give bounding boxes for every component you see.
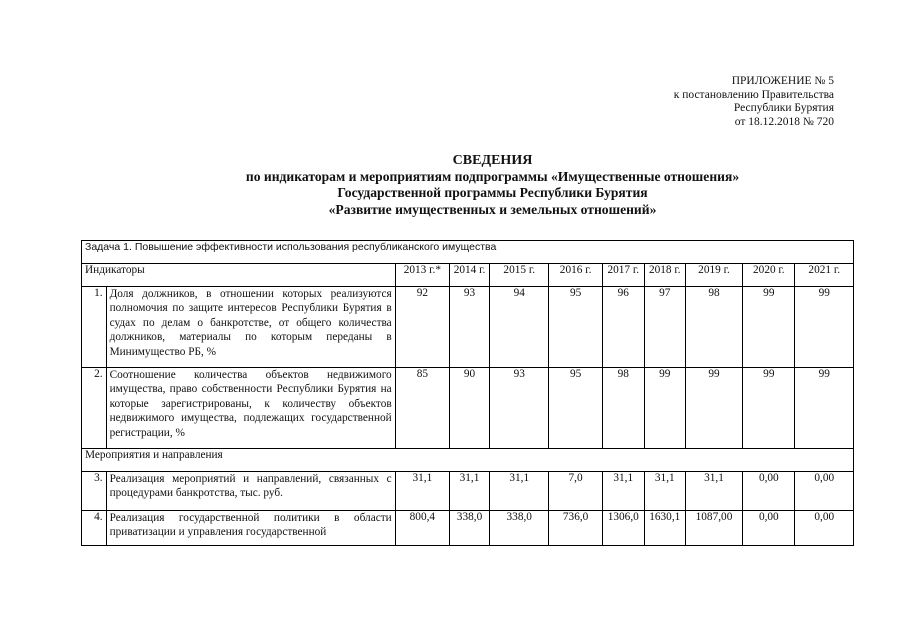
year-header: 2014 г. — [450, 264, 490, 287]
row-value: 31,1 — [685, 472, 742, 511]
row-value: 99 — [743, 287, 795, 368]
row-value: 99 — [743, 368, 795, 449]
table-row — [82, 287, 854, 368]
appendix-header — [674, 75, 834, 129]
title-line-2: по индикаторам и мероприятиям подпрограммы «Имущественные отношения» — [245, 169, 740, 185]
row-value: 93 — [490, 368, 549, 449]
table-row — [82, 511, 854, 546]
row-value: 338,0 — [450, 511, 490, 546]
appendix-number: ПРИЛОЖЕНИЕ № 5 — [731, 75, 834, 87]
year-header: 2017 г. — [602, 264, 644, 287]
row-value: 98 — [602, 368, 644, 449]
row-number: 4. — [82, 511, 107, 546]
year-header: 2013 г.* — [395, 264, 449, 287]
row-value: 97 — [644, 287, 685, 368]
table-row — [82, 472, 854, 511]
row-value: 736,0 — [549, 511, 602, 546]
title-line-3: Государственной программы Республики Бурятия — [337, 185, 648, 201]
header-row — [82, 264, 854, 287]
row-value: 98 — [685, 287, 742, 368]
row-value: 0,00 — [743, 472, 795, 511]
appendix-reference: к постановлению Правительства — [673, 88, 834, 101]
row-value: 31,1 — [395, 472, 449, 511]
indicators-header: Индикаторы — [82, 264, 396, 287]
row-description: Реализация государственной политики в области приватизации и управления государственной — [106, 511, 395, 546]
row-number: 1. — [82, 287, 107, 368]
row-value: 1306,0 — [602, 511, 644, 546]
row-description: Доля должников, в отношении которых реализуются полномочия по защите интересов Республики Бурятия в судах по делам о банкротстве, от общего количества должников, материалы по которым переданы в Минимущество РБ, % — [106, 287, 395, 368]
row-number: 3. — [82, 472, 107, 511]
indicators-table — [81, 240, 854, 546]
year-header: 2019 г. — [685, 264, 742, 287]
row-value: 94 — [490, 287, 549, 368]
title-main: СВЕДЕНИЯ — [452, 153, 533, 168]
row-value: 0,00 — [743, 511, 795, 546]
year-header: 2016 г. — [549, 264, 602, 287]
row-value: 800,4 — [395, 511, 449, 546]
row-description: Реализация мероприятий и направлений, связанных с процедурами банкротства, тыс. руб. — [106, 472, 395, 511]
row-description: Соотношение количества объектов недвижимого имущества, право собственности Республики Бурятия на которые зарегистрированы, к количеству объектов недвижимого имущества, подлежащих государственной регистрации, % — [106, 368, 395, 449]
row-value: 31,1 — [602, 472, 644, 511]
year-header: 2021 г. — [795, 264, 854, 287]
year-header: 2018 г. — [644, 264, 685, 287]
appendix-republic: Республики Бурятия — [733, 102, 834, 115]
row-value: 99 — [644, 368, 685, 449]
measures-label: Мероприятия и направления — [82, 449, 854, 472]
row-value: 99 — [795, 368, 854, 449]
task-row — [82, 241, 854, 264]
row-value: 0,00 — [795, 511, 854, 546]
row-value: 99 — [685, 368, 742, 449]
appendix-date: от 18.12.2018 № 720 — [734, 115, 834, 128]
row-value: 93 — [450, 287, 490, 368]
row-value: 31,1 — [644, 472, 685, 511]
row-value: 96 — [602, 287, 644, 368]
year-header: 2020 г. — [743, 264, 795, 287]
row-value: 7,0 — [549, 472, 602, 511]
row-value: 1087,00 — [685, 511, 742, 546]
title-line-4: «Развитие имущественных и земельных отношений» — [328, 201, 657, 217]
row-value: 90 — [450, 368, 490, 449]
section-row — [82, 449, 854, 472]
row-value: 99 — [795, 287, 854, 368]
table-row — [82, 368, 854, 449]
row-number: 2. — [82, 368, 107, 449]
row-value: 0,00 — [795, 472, 854, 511]
row-value: 1630,1 — [644, 511, 685, 546]
row-value: 95 — [549, 368, 602, 449]
row-value: 95 — [549, 287, 602, 368]
row-value: 31,1 — [490, 472, 549, 511]
document-title — [0, 153, 905, 218]
row-value: 31,1 — [450, 472, 490, 511]
row-value: 85 — [395, 368, 449, 449]
year-header: 2015 г. — [490, 264, 549, 287]
task-label: Задача 1. Повышение эффективности использования республиканского имущества — [82, 241, 854, 264]
row-value: 92 — [395, 287, 449, 368]
row-value: 338,0 — [490, 511, 549, 546]
